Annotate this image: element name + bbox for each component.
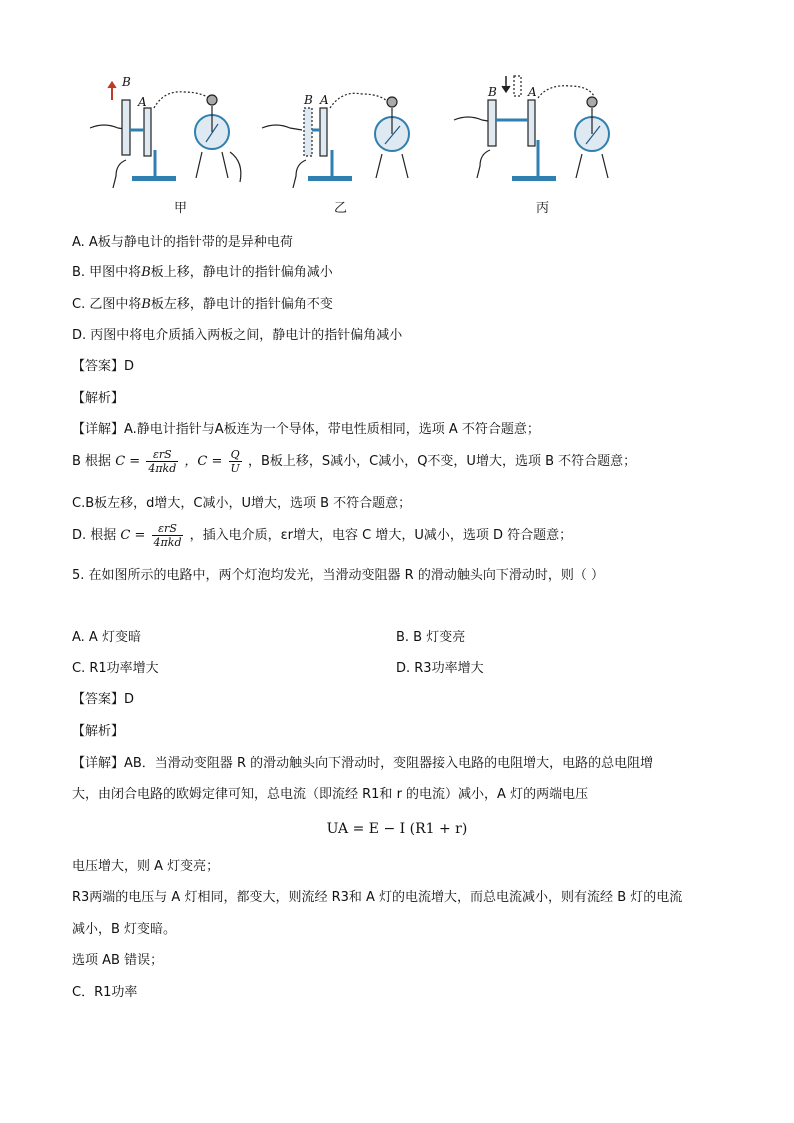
q4-option-c-var: B [141,297,151,312]
q4-detail-c: C.B板左移，d增大，C减小，U增大，选项 B 不符合题意； [72,496,412,511]
q5-option-d: D. R3功率增大 [396,661,484,676]
q5-detail-3: 电压增大，则 A 灯变亮； [72,859,220,874]
q4-option-b-var: B [141,265,151,280]
label-b-panel1: B [122,75,131,89]
formula-c-denominator: 4πkd [148,462,177,475]
q4-detail-a: 【详解】A.静电计指针与A板连为一个导体，带电性质相同，选项 A 不符合题意； [72,422,540,437]
formula-c2-denominator: 4πkd [153,536,182,549]
formula-q-lhs: ，C = [184,454,223,469]
q4-option-b-post: 板上移，静电计的指针偏角减小 [150,265,333,280]
q5-detail-7: C．R1功率 [72,985,138,1000]
q4-detail-b-pre: B 根据 [72,454,112,469]
caption-bing: 丙 [536,201,550,216]
label-b-panel2: B [304,93,313,107]
figure-drawing [82,70,642,220]
q5-detail-2: 大，由闭合电路的欧姆定律可知，总电流（即流经 R1和 r 的电流）减小，A 灯的两端电压 [72,787,589,802]
q5-answer: 【答案】D [72,692,135,707]
label-b-panel3: B [488,85,497,99]
q4-answer: 【答案】D [72,359,135,374]
label-a-panel3: A [528,85,537,99]
label-a-panel2: A [320,93,329,107]
q5-formula-ua: UA = E − I (R1 + r) [326,821,468,837]
q5-analysis-heading: 【解析】 [72,724,125,739]
q4-option-b-pre: B. 甲图中将 [72,265,142,280]
caption-yi: 乙 [334,201,348,216]
formula-c2-numerator: εrS [152,522,184,536]
formula-c-fraction [146,448,178,475]
q4-option-c [72,296,333,314]
q5-option-a: A. A 灯变暗 [72,630,141,645]
q5-detail-4: R3两端的电压与 A 灯相同，都变大，则流经 R3和 A 灯的电流增大，而总电流减小，则有流经 B 灯的电流 [72,890,683,905]
capacitor-electrometer-figure [82,70,642,220]
q5-option-c: C. R1功率增大 [72,661,159,676]
q4-detail-b [72,448,636,475]
formula-c-numerator: εrS [146,448,178,462]
q5-detail-6: 选项 AB 错误； [72,953,164,968]
formula-q-denominator: U [230,462,240,475]
formula-c2-fraction [152,522,184,549]
q4-option-a: A. A板与静电计的指针带的是异种电荷 [72,235,293,250]
formula-q-numerator: Q [229,448,242,462]
q4-analysis-heading: 【解析】 [72,391,125,406]
formula-q-fraction [229,448,242,475]
formula-c2-lhs: C = [120,528,146,543]
caption-jia: 甲 [174,201,188,216]
q4-detail-d-post: ，插入电介质，εr增大，电容 C 增大，U减小，选项 D 符合题意； [189,528,573,543]
q4-option-c-post: 板左移，静电计的指针偏角不变 [150,297,333,312]
q4-option-b [72,264,333,282]
q4-detail-d-pre: D. 根据 [72,528,117,543]
q4-detail-b-post: ，B板上移，S减小，C减小，Q不变，U增大，选项 B 不符合题意； [247,454,637,469]
q5-detail-1: 【详解】AB．当滑动变阻器 R 的滑动触头向下滑动时，变阻器接入电路的电阻增大，电路的总电阻增 [72,756,654,771]
q5-detail-5: 减小，B 灯变暗。 [72,922,177,937]
q5-stem: 5. 在如图所示的电路中，两个灯泡均发光，当滑动变阻器 R 的滑动触头向下滑动时，则（ ） [72,568,604,583]
formula-c-lhs: C = [115,454,141,469]
q4-detail-d [72,522,572,549]
q4-option-c-pre: C. 乙图中将 [72,297,142,312]
q4-option-d: D. 丙图中将电介质插入两板之间，静电计的指针偏角减小 [72,328,403,343]
q5-option-b: B. B 灯变亮 [396,630,466,645]
label-a-panel1: A [138,95,147,109]
